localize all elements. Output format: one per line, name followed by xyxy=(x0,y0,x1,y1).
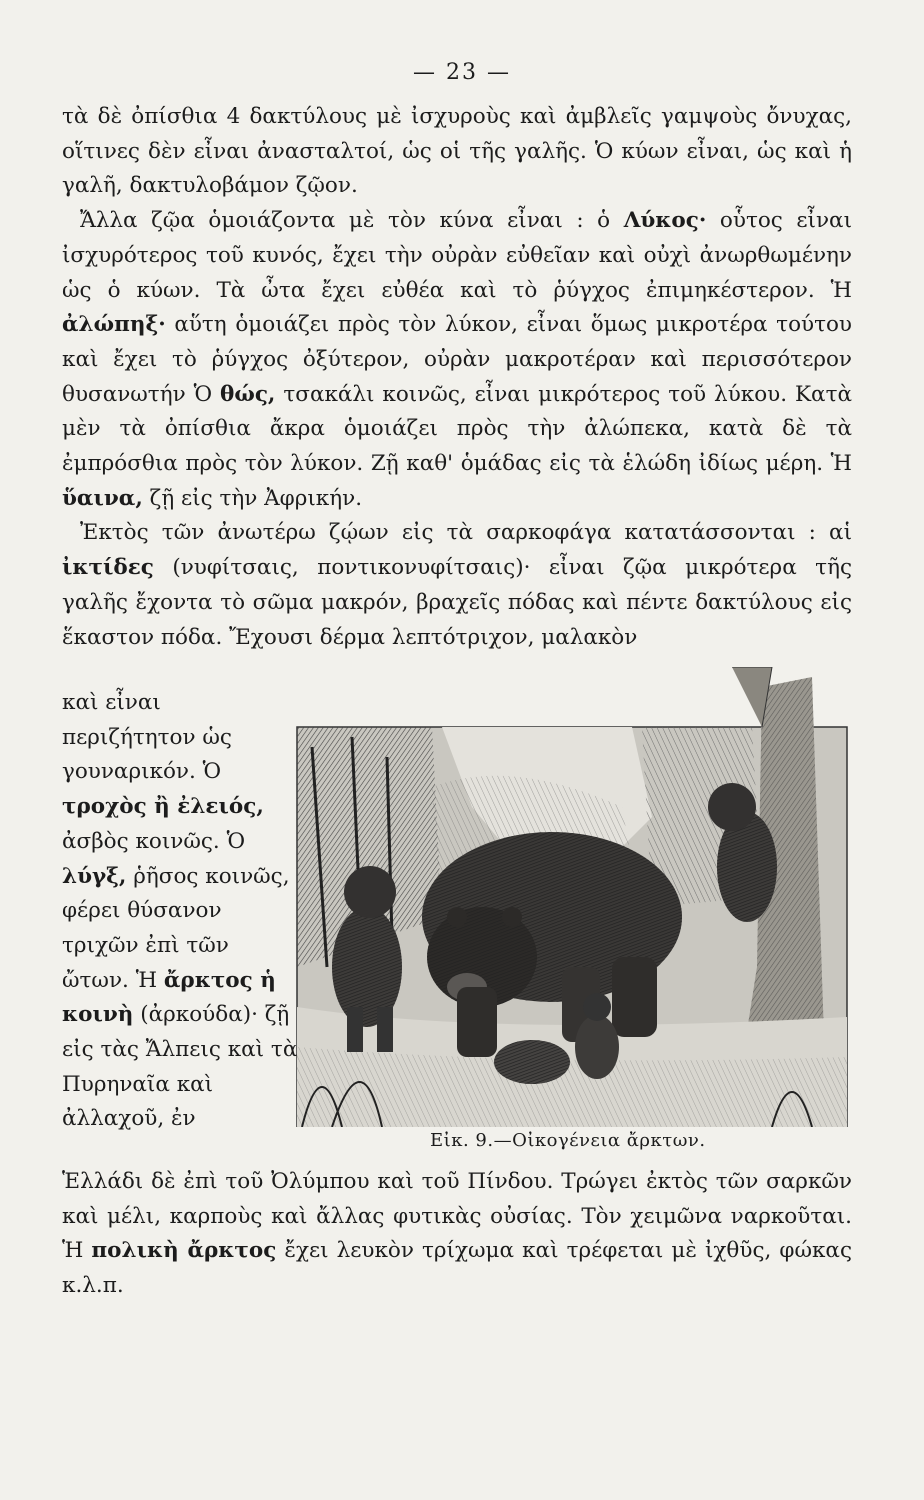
term-alopex: ἀλώπηξ· xyxy=(62,312,166,338)
text-run: Ἑλλάδι δὲ ἐπὶ τοῦ Ὀλύμπου καὶ τοῦ Πίνδου. Τρώγει ἐκτὸς τῶν σαρκῶν καὶ μέλι, καρποὺς καὶ ἄλλας φυτικὰς οὐσίας. Τὸν χειμῶνα ναρκοῦται. Ἡ xyxy=(62,1169,852,1264)
text-run: ζῇ εἰς τὴν Ἀφρικήν. xyxy=(142,485,363,511)
term-thos: θώς, xyxy=(220,381,276,407)
text-run: (νυφίτσαις, ποντικονυφίτσαις)· εἶναι ζῷα μικρότερα τῆς γαλῆς ἔχοντα τὸ σῶμα μακρόν, βραχεῖς πόδας καὶ πέντε δακτύλους εἰς ἕκαστον πόδα. Ἔχουσι δέρμα λεπτότριχον, μαλακὸν xyxy=(62,555,852,650)
term-lynx: λύγξ, xyxy=(62,863,127,889)
text-run: τσακάλι κοινῶς, εἶναι μικρότερος τοῦ λύκου. Κατὰ μὲν τὰ ὀπίσθια ἄκρα ὁμοιάζει πρὸς τὴν ἀλώπεκα, κατὰ δὲ τὰ ἐμπρόσθια πρὸς τὸν λύκον. Ζῇ καθ' ὁμάδας εἰς τὰ ἑλώδη ἰδίως μέρη. Ἡ xyxy=(62,381,852,477)
text-run: καὶ εἶναι περιζήτητον ὡς γουναρικόν. Ὁ xyxy=(62,690,232,785)
term-arktos: ἄρκτος ἡ κοινὴ xyxy=(62,967,276,1028)
paragraph-3 xyxy=(62,516,852,655)
term-lykos: Λύκος· xyxy=(623,208,707,234)
text-run: Ἄλλα ζῷα ὁμοιάζοντα μὲ τὸν κύνα εἶναι : ὁ xyxy=(80,208,624,234)
bear-engraving xyxy=(292,667,852,1127)
figure-caption: Εἰκ. 9.—Οἰκογένεια ἄρκτων. xyxy=(430,1130,706,1151)
text-run: ἔχει λευκὸν τρίχωμα καὶ τρέφεται μὲ ἰχθῦς, φώκας κ.λ.π. xyxy=(62,1238,852,1299)
term-polar-bear: πολικὴ ἄρκτος xyxy=(91,1238,277,1264)
text-run: αὕτη ὁμοιάζει πρὸς τὸν λύκον, εἶναι ὅμως μικροτέρα τούτου καὶ ἔχει τὸ ῥύγχος ὀξύτερον, οὐρὰν μακροτέραν καὶ περισσότερον θυσανωτήν Ὁ xyxy=(62,312,852,407)
side-text-column xyxy=(62,686,298,1137)
text-run: (ἀρκούδα)· ζῇ εἰς τὰς Ἄλπεις καὶ τὰ Πυρηναῖα καὶ ἀλλαχοῦ, ἐν xyxy=(62,1002,298,1132)
term-iktides: ἰκτίδες xyxy=(62,555,154,581)
text-run: οὗτος εἶναι ἰσχυρότερος τοῦ κυνός, ἔχει τὴν οὐρὰν εὐθεῖαν καὶ οὐχὶ ἀνωρθωμένην ὡς ὁ κύων. Τὰ ὦτα ἔχει εὐθέα καὶ τὸ ῥύγχος ἐπιμηκέστερον. Ἡ xyxy=(62,208,852,303)
paragraph-2 xyxy=(62,204,852,516)
page-number: — 23 — xyxy=(413,60,511,85)
term-trochos: τροχὸς ἢ ἐλειός, xyxy=(62,794,264,820)
paragraph-last xyxy=(62,1165,852,1304)
text-run: ἀσβὸς κοινῶς. Ὁ xyxy=(62,828,246,854)
text-run: Ἐκτὸς τῶν ἀνωτέρω ζῴων εἰς τὰ σαρκοφάγα κατατάσσονται : αἱ xyxy=(80,520,852,546)
paragraph-1 xyxy=(62,100,852,204)
main-text-top xyxy=(62,100,852,655)
term-yaina: ὕαινα, xyxy=(62,485,143,511)
text-run: τὰ δὲ ὀπίσθια 4 δακτύλους μὲ ἰσχυροὺς καὶ ἀμβλεῖς γαμψοὺς ὄνυχας, οἵτινες δὲν εἶναι ἀνασταλτοί, ὡς οἱ τῆς γαλῆς. Ὁ κύων εἶναι, ὡς καὶ ἡ γαλῆ, δακτυλοβάμον ζῷον. xyxy=(62,104,852,199)
figure-bear-family xyxy=(292,667,852,1127)
main-text-bottom xyxy=(62,1165,852,1304)
text-run: ῥῆσος κοινῶς, φέρει θύσανον τριχῶν ἐπὶ τῶν ὤτων. Ἡ xyxy=(62,863,290,993)
